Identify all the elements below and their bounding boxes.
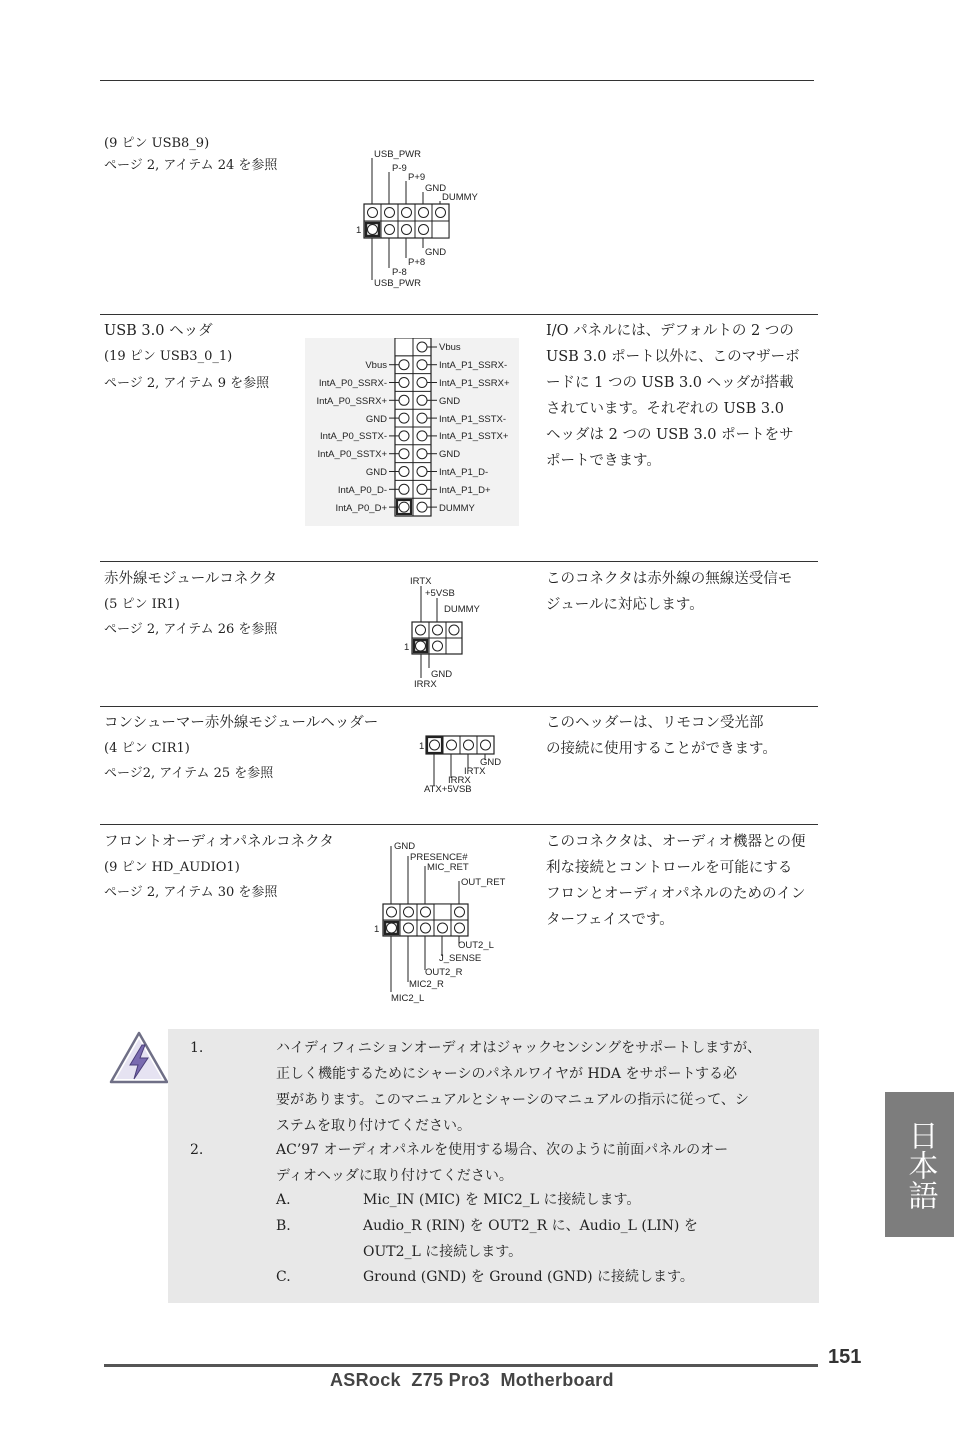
ir-pins: (5 ピン IR1) <box>104 597 180 612</box>
language-tab <box>885 1092 954 1237</box>
audio-title: フロントオーディオパネルコネクタ <box>104 834 334 850</box>
usb2-label-bottom-3: USB_PWR <box>374 278 421 289</box>
ir-ref: ページ 2, アイテム 26 を参照 <box>104 622 278 637</box>
usb3-left-label: Vbus <box>365 360 387 371</box>
usb3-pins: (19 ピン USB3_0_1) <box>104 349 233 364</box>
warning-icon <box>108 1030 170 1086</box>
usb2-diagram <box>352 144 502 294</box>
ir-label-top-0: IRTX <box>410 576 432 587</box>
usb2-pin1: 1 <box>356 225 362 236</box>
note-c-text: Ground (GND) を Ground (GND) に接続します。 <box>363 1269 694 1285</box>
usb2-label-top-0: USB_PWR <box>374 149 421 160</box>
cir-description: このヘッダーは、リモコン受光部 の接続に使用することができます。 <box>546 715 777 757</box>
usb2-pins: (9 ピン USB8_9) <box>104 136 210 151</box>
note-b-text: Audio_R (RIN) を OUT2_R に、Audio_L (LIN) を OUT2_L に接続します。 <box>363 1218 698 1260</box>
audio-label-top-3: OUT_RET <box>461 877 506 888</box>
audio-label-top-2: MIC_RET <box>427 862 469 873</box>
usb3-right-label: IntA_P1_SSRX- <box>439 360 508 371</box>
usb3-title: USB 3.0 ヘッダ <box>104 323 213 339</box>
note-2-text: AC’97 オーディオパネルを使用する場合、次のように前面パネルのオー ディオヘッダに取り付けてください。 <box>276 1142 729 1184</box>
usb3-right-label: GND <box>439 396 461 407</box>
footer-rule <box>104 1364 818 1367</box>
audio-ref: ページ 2, アイテム 30 を参照 <box>104 885 278 900</box>
page-number: 151 <box>828 1346 862 1368</box>
language-tab-text: 日本語 <box>902 1120 938 1210</box>
usb3-right-label: GND <box>439 449 461 460</box>
usb3-right-label: IntA_P1_SSTX+ <box>439 431 509 442</box>
usb3-right-label: IntA_P1_SSTX- <box>439 414 507 425</box>
section-divider <box>100 561 818 562</box>
usb3-left-label: IntA_P0_D- <box>337 485 387 496</box>
audio-label-bottom-1: J_SENSE <box>439 953 482 964</box>
ir-label-top-1: +5VSB <box>425 588 455 599</box>
note-a-letter: A. <box>276 1192 291 1208</box>
usb2-label-top-2: P+9 <box>408 172 426 183</box>
usb3-left-label: IntA_P0_SSTX+ <box>317 449 387 460</box>
usb3-right-label: DUMMY <box>439 503 475 514</box>
ir-label-top-2: DUMMY <box>444 604 480 615</box>
footer-title: ASRock Z75 Pro3 Motherboard <box>330 1370 614 1390</box>
usb3-right-label: IntA_P1_D- <box>439 467 489 478</box>
ir-label-bottom-1: IRRX <box>414 679 437 690</box>
usb3-ref: ページ 2, アイテム 9 を参照 <box>104 376 270 391</box>
note-1-number: 1. <box>190 1040 204 1056</box>
audio-label-bottom-2: OUT2_R <box>425 967 463 978</box>
ir-description: このコネクタは赤外線の無線送受信モ ジュールに対応します。 <box>546 571 793 613</box>
section-divider <box>100 314 818 315</box>
audio-label-bottom-0: OUT2_L <box>458 940 494 951</box>
cir-label: IRTX <box>464 766 486 777</box>
cir-diagram <box>416 734 516 798</box>
note-box <box>168 1029 819 1303</box>
usb3-left-label: GND <box>365 414 387 425</box>
top-rule <box>100 80 814 81</box>
usb3-diagram <box>305 338 519 526</box>
usb2-label-top-4: DUMMY <box>442 192 478 203</box>
section-divider <box>100 706 818 707</box>
usb3-left-label: IntA_P0_SSRX+ <box>316 396 387 407</box>
audio-pins: (9 ピン HD_AUDIO1) <box>104 860 240 875</box>
usb3-left-label: IntA_P0_D+ <box>335 503 387 514</box>
note-c-letter: C. <box>276 1269 291 1285</box>
audio-label-top-0: GND <box>394 841 416 852</box>
audio-description: このコネクタは、オーディオ機器との便 利な接続とコントロールを可能にする フロンとオーディオパネルのためのイン ターフェイスです。 <box>546 834 806 928</box>
usb3-left-label: IntA_P0_SSRX- <box>318 378 387 389</box>
ir-label-bottom-0: GND <box>431 669 453 680</box>
audio-label-top-1: PRESENCE# <box>410 852 468 863</box>
usb2-ref: ページ 2, アイテム 24 を参照 <box>104 158 278 173</box>
usb2-label-top-3: GND <box>425 183 447 194</box>
cir-label: GND <box>480 757 502 768</box>
audio-pin1: 1 <box>374 924 380 935</box>
usb3-description: I/O パネルには、デフォルトの 2 つの USB 3.0 ポート以外に、このマザーボ ードに 1 つの USB 3.0 ヘッダが搭載 されています。それぞれの USB 3.0 ヘッダは 2 つの USB 3.0 ポートをサ ポートできます。 <box>546 323 800 469</box>
cir-pin1: 1 <box>419 741 425 752</box>
usb3-right-label: IntA_P1_SSRX+ <box>439 378 510 389</box>
cir-pins: (4 ピン CIR1) <box>104 741 190 756</box>
audio-diagram <box>370 836 520 1008</box>
note-2-number: 2. <box>190 1142 204 1158</box>
cir-title: コンシューマー赤外線モジュールヘッダー <box>104 715 379 731</box>
cir-ref: ページ2, アイテム 25 を参照 <box>104 766 274 781</box>
ir-pin1: 1 <box>404 642 410 653</box>
audio-label-bottom-4: MIC2_L <box>391 993 425 1004</box>
usb2-label-top-1: P-9 <box>392 163 407 174</box>
note-b-letter: B. <box>276 1218 291 1234</box>
usb3-right-label: Vbus <box>439 342 461 353</box>
usb2-label-bottom-0: GND <box>425 247 447 258</box>
section-divider <box>100 824 818 825</box>
ir-diagram <box>400 572 500 692</box>
cir-label: ATX+5VSB <box>424 784 472 795</box>
ir-title: 赤外線モジュールコネクタ <box>104 571 278 587</box>
usb2-label-bottom-2: P-8 <box>392 267 407 278</box>
cir-label: IRRX <box>448 775 471 786</box>
audio-label-bottom-3: MIC2_R <box>409 979 444 990</box>
usb3-right-label: IntA_P1_D+ <box>439 485 491 496</box>
note-a-text: Mic_IN (MIC) を MIC2_L に接続します。 <box>363 1192 641 1208</box>
usb2-label-bottom-1: P+8 <box>408 257 426 268</box>
note-1-text: ハイディフィニションオーディオはジャックセンシングをサポートしますが、 正しく機能するためにシャーシのパネルワイヤが HDA をサポートする必 要があります。このマニュアルとシャーシのマニュアルの指示に従って、シ ステムを取り付けてください。 <box>276 1040 762 1134</box>
usb3-left-label: IntA_P0_SSTX- <box>319 431 387 442</box>
usb3-left-label: GND <box>365 467 387 478</box>
